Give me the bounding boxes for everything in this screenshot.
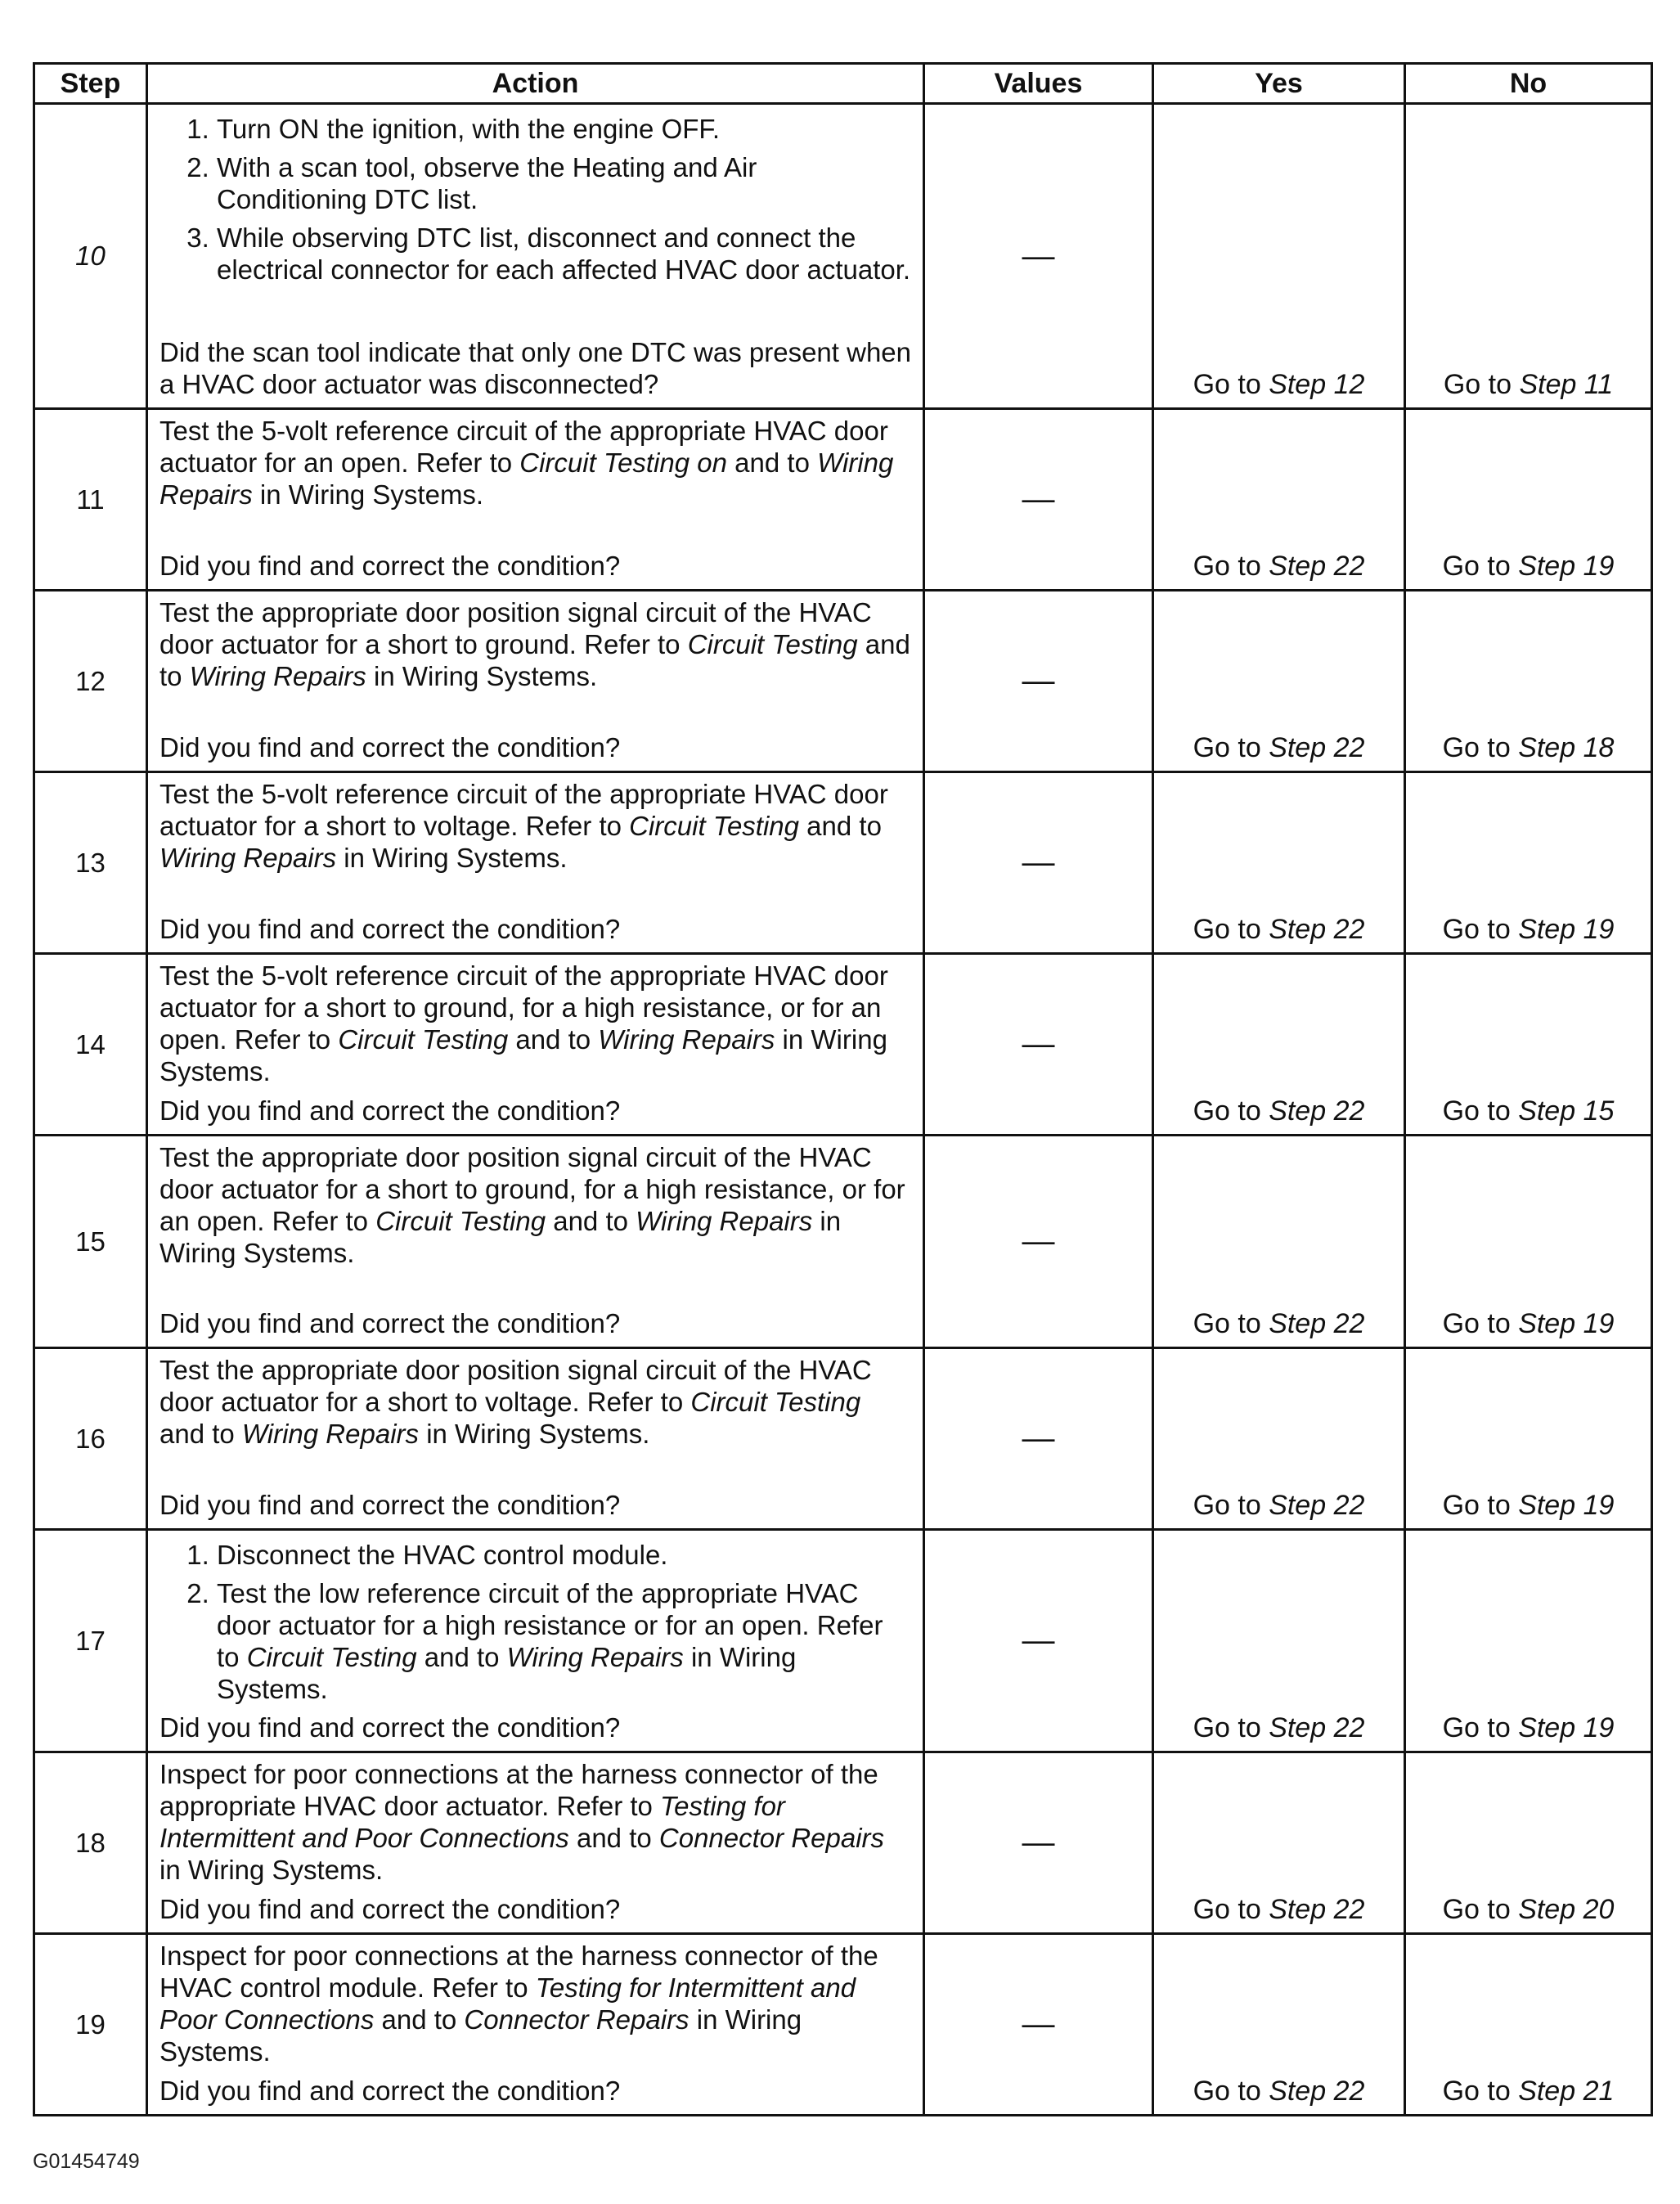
reference-text: Circuit Testing	[338, 1024, 509, 1055]
yes-goto-step-link[interactable]: Step 22	[1269, 2076, 1365, 2107]
action-cell	[147, 104, 924, 409]
yes-goto-prefix: Go to	[1193, 1894, 1269, 1925]
action-content	[159, 1354, 911, 1521]
reference-text: Wiring Repairs	[189, 661, 366, 691]
step-number: 12	[34, 591, 147, 772]
action-instructions	[159, 1141, 911, 1269]
action-question: Did you find and correct the condition?	[159, 1712, 621, 1743]
action-text: Test the appropriate door position signal circuit of the HVAC door actuator for a short to voltage. Refer to	[159, 1355, 872, 1417]
values-cell: —	[924, 772, 1153, 954]
action-instructions	[159, 415, 911, 511]
no-goto-prefix: Go to	[1442, 1095, 1519, 1127]
action-description	[159, 596, 911, 692]
reference-text: Circuit Testing	[246, 1642, 417, 1672]
no-goto-prefix: Go to	[1442, 914, 1519, 945]
yes-goto-prefix: Go to	[1193, 1490, 1269, 1521]
no-goto-step-link[interactable]: Step 15	[1518, 1095, 1615, 1127]
action-text: and to	[159, 1419, 242, 1449]
action-question: Did you find and correct the condition?	[159, 1095, 621, 1126]
action-text: Test the low reference circuit of the appropriate HVAC door actuator for a high resistance or for an open. Refer to	[217, 1578, 883, 1672]
no-goto-step-link[interactable]: Step 19	[1518, 1490, 1615, 1521]
action-cell	[147, 1752, 924, 1934]
action-text: in Wiring Systems.	[159, 1206, 842, 1268]
action-content	[159, 415, 911, 582]
yes-cell	[1153, 954, 1405, 1136]
action-question: Did the scan tool indicate that only one DTC was present when a HVAC door actuator was disconnected?	[159, 337, 912, 399]
action-content	[159, 1758, 911, 1925]
yes-goto-prefix: Go to	[1193, 1095, 1269, 1127]
yes-goto-step-link[interactable]: Step 22	[1269, 1712, 1365, 1743]
yes-goto-step-link[interactable]: Step 22	[1269, 1894, 1365, 1925]
action-description	[159, 415, 911, 511]
action-text: Inspect for poor connections at the harness connector of the HVAC control module. Refer to	[159, 1941, 878, 2003]
values-cell: —	[924, 1752, 1153, 1934]
values-cell: —	[924, 1530, 1153, 1752]
step-number: 18	[34, 1752, 147, 1934]
table-row	[34, 591, 1652, 772]
action-text: Test the appropriate door position signal circuit of the HVAC door actuator for a short to ground, for a high resistance, or for an open. Refer to	[159, 1142, 905, 1236]
yes-cell	[1153, 591, 1405, 772]
action-text: in Wiring Systems.	[419, 1419, 650, 1449]
table-row	[34, 1136, 1652, 1348]
reference-text: Connector Repairs	[658, 1823, 885, 1853]
instruction-list	[159, 1539, 911, 1705]
action-description	[159, 1758, 911, 1886]
action-instructions	[159, 1758, 911, 1886]
reference-text: Connector Repairs	[464, 2004, 690, 2035]
action-cell	[147, 591, 924, 772]
action-text: in Wiring Systems.	[336, 843, 568, 873]
yes-cell	[1153, 1530, 1405, 1752]
action-content	[159, 960, 911, 1127]
reference-text: Testing for Intermittent and Poor Connections	[159, 1791, 785, 1853]
table-row	[34, 1934, 1652, 2116]
action-text: and to	[727, 448, 818, 478]
action-text: and to	[568, 1823, 659, 1853]
no-goto-prefix: Go to	[1442, 1308, 1519, 1339]
action-cell	[147, 954, 924, 1136]
no-goto-step-link[interactable]: Step 21	[1518, 2076, 1615, 2107]
action-content	[159, 1940, 911, 2107]
no-cell	[1405, 591, 1652, 772]
instruction-list	[159, 113, 911, 286]
header-yes: Yes	[1153, 64, 1405, 104]
no-goto-prefix: Go to	[1442, 2076, 1519, 2107]
reference-text: Circuit Testing	[375, 1206, 546, 1236]
action-question: Did you find and correct the condition?	[159, 732, 621, 762]
values-cell: —	[924, 1136, 1153, 1348]
table-row	[34, 772, 1652, 954]
action-text: Test the 5-volt reference circuit of the appropriate HVAC door actuator for a short to voltage. Refer to	[159, 779, 888, 841]
values-cell: —	[924, 954, 1153, 1136]
diagnostic-table	[33, 62, 1653, 2116]
action-cell	[147, 1136, 924, 1348]
values-cell: —	[924, 1348, 1153, 1530]
action-text: and to	[546, 1206, 636, 1236]
header-values: Values	[924, 64, 1153, 104]
yes-goto-step-link[interactable]: Step 22	[1269, 1095, 1365, 1127]
action-text: in Wiring Systems.	[252, 479, 484, 510]
reference-text: Wiring Repairs	[598, 1024, 775, 1055]
no-cell	[1405, 1752, 1652, 1934]
action-text: in Wiring Systems.	[159, 2004, 802, 2067]
yes-goto-step-link[interactable]: Step 12	[1269, 369, 1365, 400]
no-goto-prefix: Go to	[1442, 551, 1519, 582]
no-goto-step-link[interactable]: Step 19	[1518, 1308, 1615, 1339]
header-no: No	[1405, 64, 1652, 104]
reference-text: Wiring Repairs	[241, 1419, 420, 1449]
action-content	[159, 778, 911, 945]
action-text: and to	[374, 2004, 465, 2035]
yes-goto-prefix: Go to	[1193, 1712, 1269, 1743]
action-description	[159, 1354, 911, 1450]
yes-cell	[1153, 1934, 1405, 2116]
no-cell	[1405, 1530, 1652, 1752]
action-text: Test the 5-volt reference circuit of the appropriate HVAC door actuator for a short to ground, for a high resistance, or for an open. Refer to	[159, 960, 888, 1055]
action-cell	[147, 1530, 924, 1752]
action-instructions	[159, 596, 911, 692]
yes-goto-prefix: Go to	[1193, 551, 1269, 582]
instruction-item	[217, 1577, 911, 1705]
action-question: Did you find and correct the condition?	[159, 1490, 621, 1520]
yes-cell	[1153, 409, 1405, 591]
action-instructions	[159, 1354, 911, 1450]
no-goto-step-link[interactable]: Step 19	[1518, 551, 1615, 582]
no-goto-step-link[interactable]: Step 18	[1518, 732, 1615, 763]
action-description	[159, 960, 911, 1087]
table-row	[34, 1530, 1652, 1752]
action-content	[159, 1141, 911, 1339]
yes-goto-prefix: Go to	[1193, 1308, 1269, 1339]
step-number: 13	[34, 772, 147, 954]
yes-goto-step-link[interactable]: Step 22	[1269, 1308, 1365, 1339]
step-number: 14	[34, 954, 147, 1136]
values-cell: —	[924, 591, 1153, 772]
step-number: 15	[34, 1136, 147, 1348]
action-description	[159, 1940, 911, 2067]
yes-cell	[1153, 1752, 1405, 1934]
yes-goto-step-link[interactable]: Step 22	[1269, 1490, 1365, 1521]
table-row	[34, 1348, 1652, 1530]
action-question: Did you find and correct the condition?	[159, 914, 621, 944]
reference-text: Circuit Testing on	[519, 448, 728, 478]
yes-cell	[1153, 104, 1405, 409]
step-number: 17	[34, 1530, 147, 1752]
action-text: in Wiring Systems.	[159, 1855, 384, 1885]
step-number: 16	[34, 1348, 147, 1530]
yes-goto-prefix: Go to	[1193, 369, 1269, 400]
reference-text: Wiring Repairs	[159, 843, 337, 873]
instruction-item: 1. Disconnect the HVAC control module.	[217, 1539, 911, 1571]
no-goto-prefix: Go to	[1442, 1712, 1519, 1743]
action-description	[159, 1141, 911, 1269]
no-goto-prefix: Go to	[1442, 732, 1519, 763]
action-text: in Wiring Systems.	[159, 1024, 887, 1086]
action-content	[159, 110, 911, 400]
yes-cell	[1153, 1136, 1405, 1348]
table-row	[34, 1752, 1652, 1934]
reference-text: Circuit Testing	[629, 811, 800, 841]
values-cell: —	[924, 1934, 1153, 2116]
action-text: and to	[508, 1024, 599, 1055]
action-instructions	[159, 778, 911, 874]
instruction-item: 1. Turn ON the ignition, with the engine OFF.	[217, 113, 911, 145]
action-instructions	[159, 1536, 911, 1711]
action-text: and to	[416, 1642, 507, 1672]
action-question: Did you find and correct the condition?	[159, 2076, 621, 2106]
action-description	[159, 778, 911, 874]
action-cell	[147, 1348, 924, 1530]
no-cell	[1405, 954, 1652, 1136]
yes-goto-step-link[interactable]: Step 22	[1269, 551, 1365, 582]
instruction-item: 3. While observing DTC list, disconnect and connect the electrical connector for each affected HVAC door actuator.	[217, 222, 911, 286]
table-row	[34, 409, 1652, 591]
table-body	[34, 104, 1652, 2116]
yes-goto-step-link[interactable]: Step 22	[1269, 732, 1365, 763]
action-cell	[147, 409, 924, 591]
reference-text: Testing for Intermittent and Poor Connections	[159, 1972, 856, 2035]
action-content	[159, 596, 911, 763]
action-text: Test the 5-volt reference circuit of the appropriate HVAC door actuator for an open. Refer to	[159, 416, 888, 478]
step-number: 10	[34, 104, 147, 409]
action-question: Did you find and correct the condition?	[159, 1894, 621, 1924]
header-action: Action	[147, 64, 924, 104]
reference-text: Circuit Testing	[687, 629, 858, 659]
reference-text: Wiring Repairs	[159, 448, 894, 510]
action-instructions	[159, 110, 911, 292]
no-goto-prefix: Go to	[1443, 369, 1520, 400]
action-instructions	[159, 1940, 911, 2067]
no-cell	[1405, 104, 1652, 409]
action-question: Did you find and correct the condition?	[159, 1308, 621, 1338]
figure-id: G01454749	[33, 2150, 140, 2173]
action-content	[159, 1536, 911, 1743]
reference-text: Wiring Repairs	[506, 1642, 684, 1672]
no-cell	[1405, 409, 1652, 591]
action-cell	[147, 772, 924, 954]
table-row	[34, 104, 1652, 409]
no-goto-step-link[interactable]: Step 19	[1518, 1712, 1615, 1743]
no-cell	[1405, 1136, 1652, 1348]
values-cell: —	[924, 104, 1153, 409]
step-number: 11	[34, 409, 147, 591]
no-goto-step-link[interactable]: Step 19	[1518, 914, 1615, 945]
no-cell	[1405, 1348, 1652, 1530]
action-text: in Wiring Systems.	[366, 661, 598, 691]
no-goto-prefix: Go to	[1442, 1490, 1519, 1521]
action-text: and to	[159, 629, 910, 691]
no-goto-step-link[interactable]: Step 20	[1518, 1894, 1615, 1925]
action-text: Inspect for poor connections at the harness connector of the appropriate HVAC door actuator. Refer to	[159, 1759, 878, 1821]
no-goto-step-link[interactable]: Step 11	[1519, 369, 1614, 400]
no-goto-prefix: Go to	[1442, 1894, 1519, 1925]
action-instructions	[159, 960, 911, 1087]
action-text: and to	[799, 811, 882, 841]
yes-cell	[1153, 772, 1405, 954]
action-cell	[147, 1934, 924, 2116]
yes-goto-prefix: Go to	[1193, 732, 1269, 763]
action-question: Did you find and correct the condition?	[159, 551, 621, 581]
values-cell: —	[924, 409, 1153, 591]
step-number: 19	[34, 1934, 147, 2116]
header-step: Step	[34, 64, 147, 104]
yes-goto-prefix: Go to	[1193, 914, 1269, 945]
table-row	[34, 954, 1652, 1136]
action-text: in Wiring Systems.	[217, 1642, 797, 1704]
instruction-item: 2. With a scan tool, observe the Heating and Air Conditioning DTC list.	[217, 151, 911, 215]
yes-goto-prefix: Go to	[1193, 2076, 1269, 2107]
yes-cell	[1153, 1348, 1405, 1530]
header-row	[34, 64, 1652, 104]
no-cell	[1405, 1934, 1652, 2116]
no-cell	[1405, 772, 1652, 954]
reference-text: Circuit Testing	[690, 1387, 861, 1417]
action-text: Test the appropriate door position signal circuit of the HVAC door actuator for a short to ground. Refer to	[159, 597, 872, 659]
yes-goto-step-link[interactable]: Step 22	[1269, 914, 1365, 945]
reference-text: Wiring Repairs	[636, 1206, 813, 1236]
